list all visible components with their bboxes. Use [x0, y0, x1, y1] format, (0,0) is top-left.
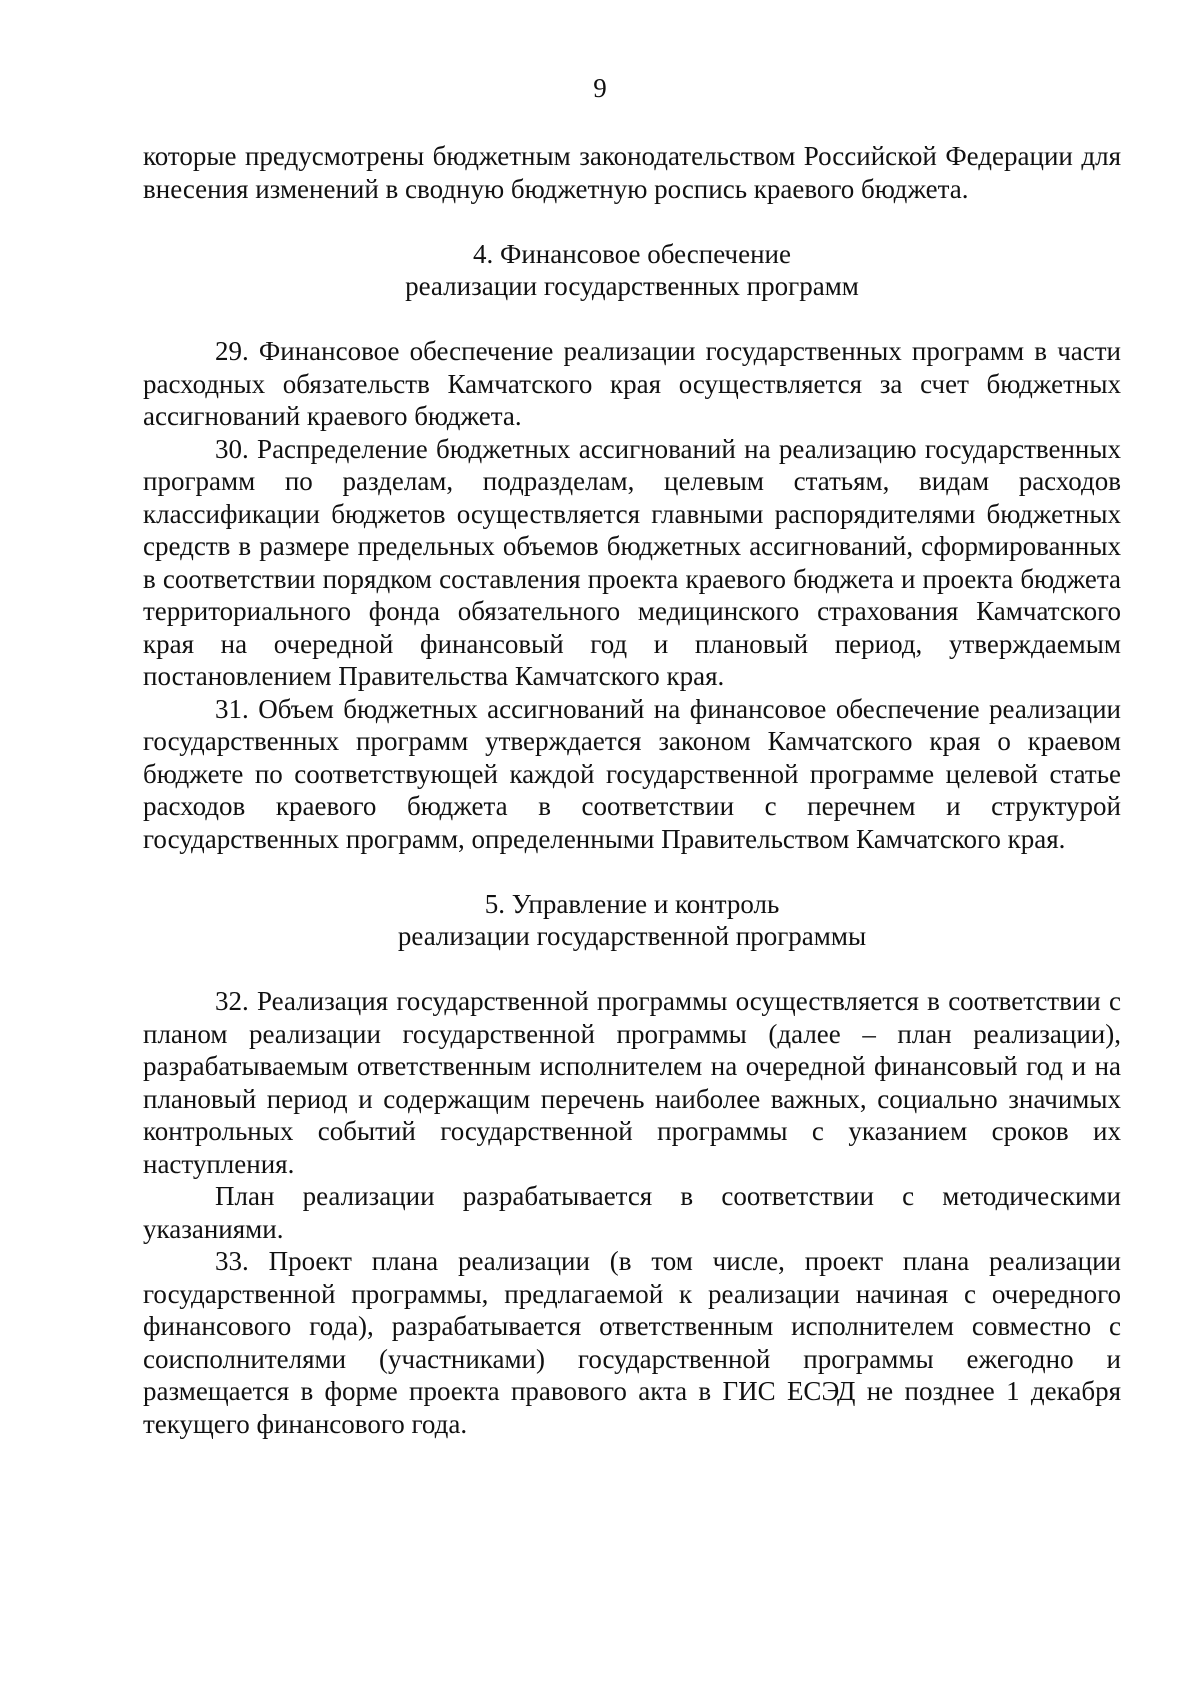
section-5-heading: [143, 888, 1121, 953]
section-4-heading-line2: реализации государственных программ: [405, 271, 859, 301]
paragraph-33: 33. Проект плана реализации (в том числе, проект плана реализации государственной программы, предлагаемой к реализации начиная с очередного финансового года), разрабатывается ответственным исполнителем совместно с соисполнителями (участниками) государственной программы ежегодно и размещается в форме проекта правового акта в ГИС ЕСЭД не позднее 1 декабря текущего финансового года.: [143, 1246, 1121, 1439]
document-body: [143, 140, 1121, 1440]
page-number: 9: [593, 73, 607, 103]
paragraph-29: 29. Финансовое обеспечение реализации государственных программ в части расходных обязательств Камчатского края осуществляется за счет бюджетных ассигнований краевого бюджета.: [143, 336, 1121, 431]
paragraph-31: 31. Объем бюджетных ассигнований на финансовое обеспечение реализации государственных программ утверждается законом Камчатского края о краевом бюджете по соответствующей каждой государственной программе целевой статье расходов краевого бюджета в соответствии с перечнем и структурой государственных программ, определенными Правительством Камчатского края.: [143, 693, 1121, 854]
section-4-heading: [143, 238, 1121, 303]
section-5-heading-line2: реализации государственной программы: [397, 921, 867, 951]
paragraph-32-plan: План реализации разрабатывается в соответствии с методическими указаниями.: [143, 1181, 1121, 1244]
section-4-heading-line1: 4. Финансовое обеспечение: [472, 238, 791, 269]
section-5-heading-line1: 5. Управление и контроль: [484, 888, 780, 919]
paragraph-32: 32. Реализация государственной программы осуществляется в соответствии с планом реализации государственной программы (далее – план реализации), разрабатываемым ответственным исполнителем на очередной финансовый год и на плановый период и содержащим перечень наиболее важных, социально значимых контрольных событий государственной программы с указанием сроков их наступления.: [143, 986, 1121, 1179]
intro-paragraph: которые предусмотрены бюджетным законодательством Российской Федерации для внесения изменений в сводную бюджетную роспись краевого бюджета.: [143, 141, 1121, 204]
paragraph-30: 30. Распределение бюджетных ассигнований на реализацию государственных программ по разделам, подразделам, целевым статьям, видам расходов классификации бюджетов осуществляется главными распорядителями бюджетных средств в размере предельных объемов бюджетных ассигнований, сформированных в соответствии порядком составления проекта краевого бюджета и проекта бюджета территориального фонда обязательного медицинского страхования Камчатского края на очередной финансовый год и плановый период, утверждаемым постановлением Правительства Камчатского края.: [143, 433, 1121, 691]
